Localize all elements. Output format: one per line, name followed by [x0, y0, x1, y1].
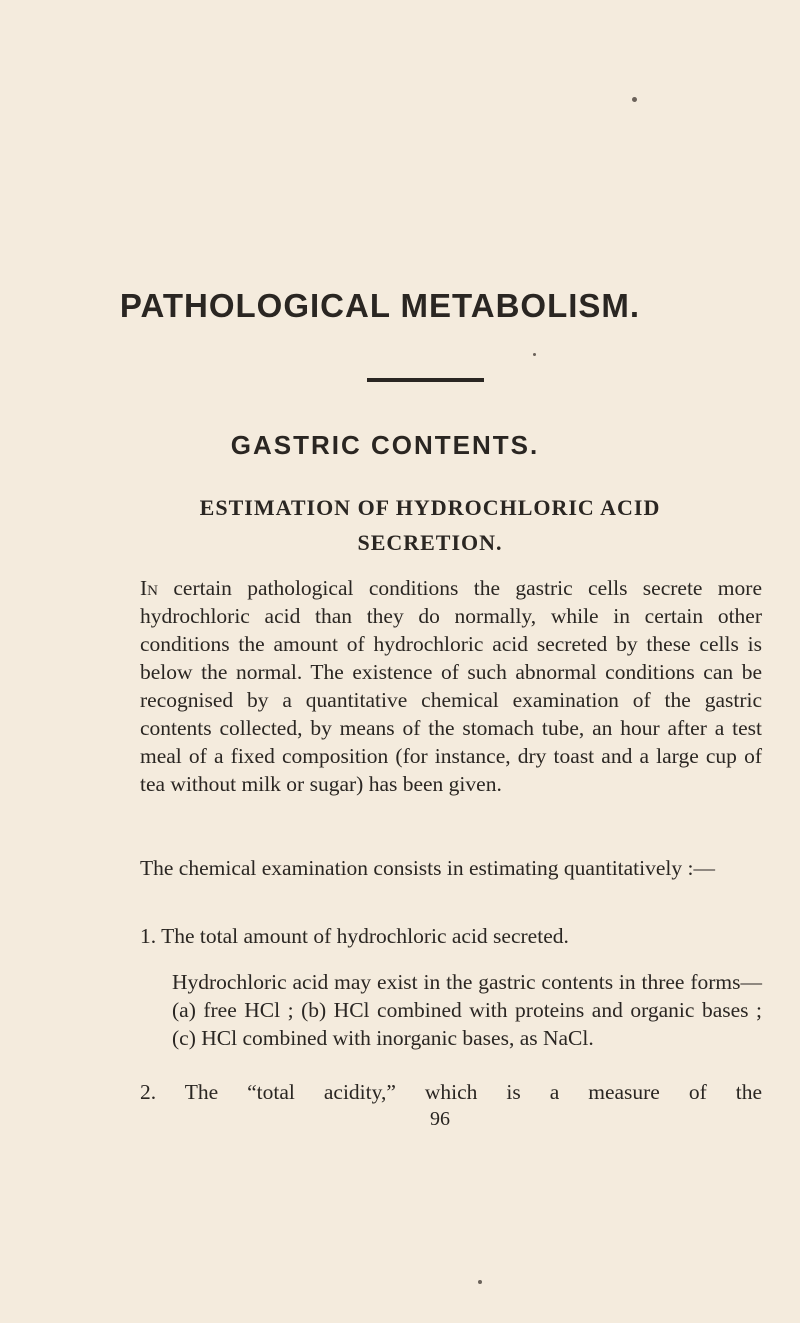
page-number: 96	[430, 1108, 450, 1130]
section-heading: GASTRIC CONTENTS.	[230, 430, 540, 460]
paper-speck	[533, 353, 536, 356]
paragraph-intro-text: certain pathological conditions the gastric cells secrete more hydrochloric acid than they do normally, while in certain other conditions the amount of hydrochloric acid secreted by these cells is below the normal. The existence of such abnormal conditions can be recognised by a quantitative chemical examination of the gastric contents collected, by means of the stomach tube, an hour after a test meal of a fixed composition (for instance, dry toast and a large cup of tea without milk or sugar) has been given.	[140, 576, 762, 796]
list-item-1-body: Hydrochloric acid may exist in the gastric contents in three forms—(a) free HCl ; (b) HCl combined with proteins and organic bases ; (c) HCl combined with inorganic bases, as NaCl.	[172, 970, 762, 1050]
paper-speck	[478, 1280, 482, 1284]
paragraph-examination: The chemical examination consists in estimating quantitatively :—	[140, 856, 715, 880]
title-rule	[367, 378, 484, 382]
paragraph-intro	[140, 574, 762, 798]
subtitle-line-2: SECRETION.	[357, 530, 503, 555]
paper-speck	[632, 97, 637, 102]
list-item-1-heading: 1. The total amount of hydrochloric acid secreted.	[140, 924, 569, 948]
list-item-2: 2. The “total acidity,” which is a measure of the	[140, 1080, 762, 1104]
paragraph-lead-word: In	[140, 576, 158, 600]
subtitle-line-1: ESTIMATION OF HYDROCHLORIC ACID	[199, 495, 661, 520]
subtitle	[100, 490, 760, 560]
page-title: PATHOLOGICAL METABOLISM.	[119, 287, 641, 324]
